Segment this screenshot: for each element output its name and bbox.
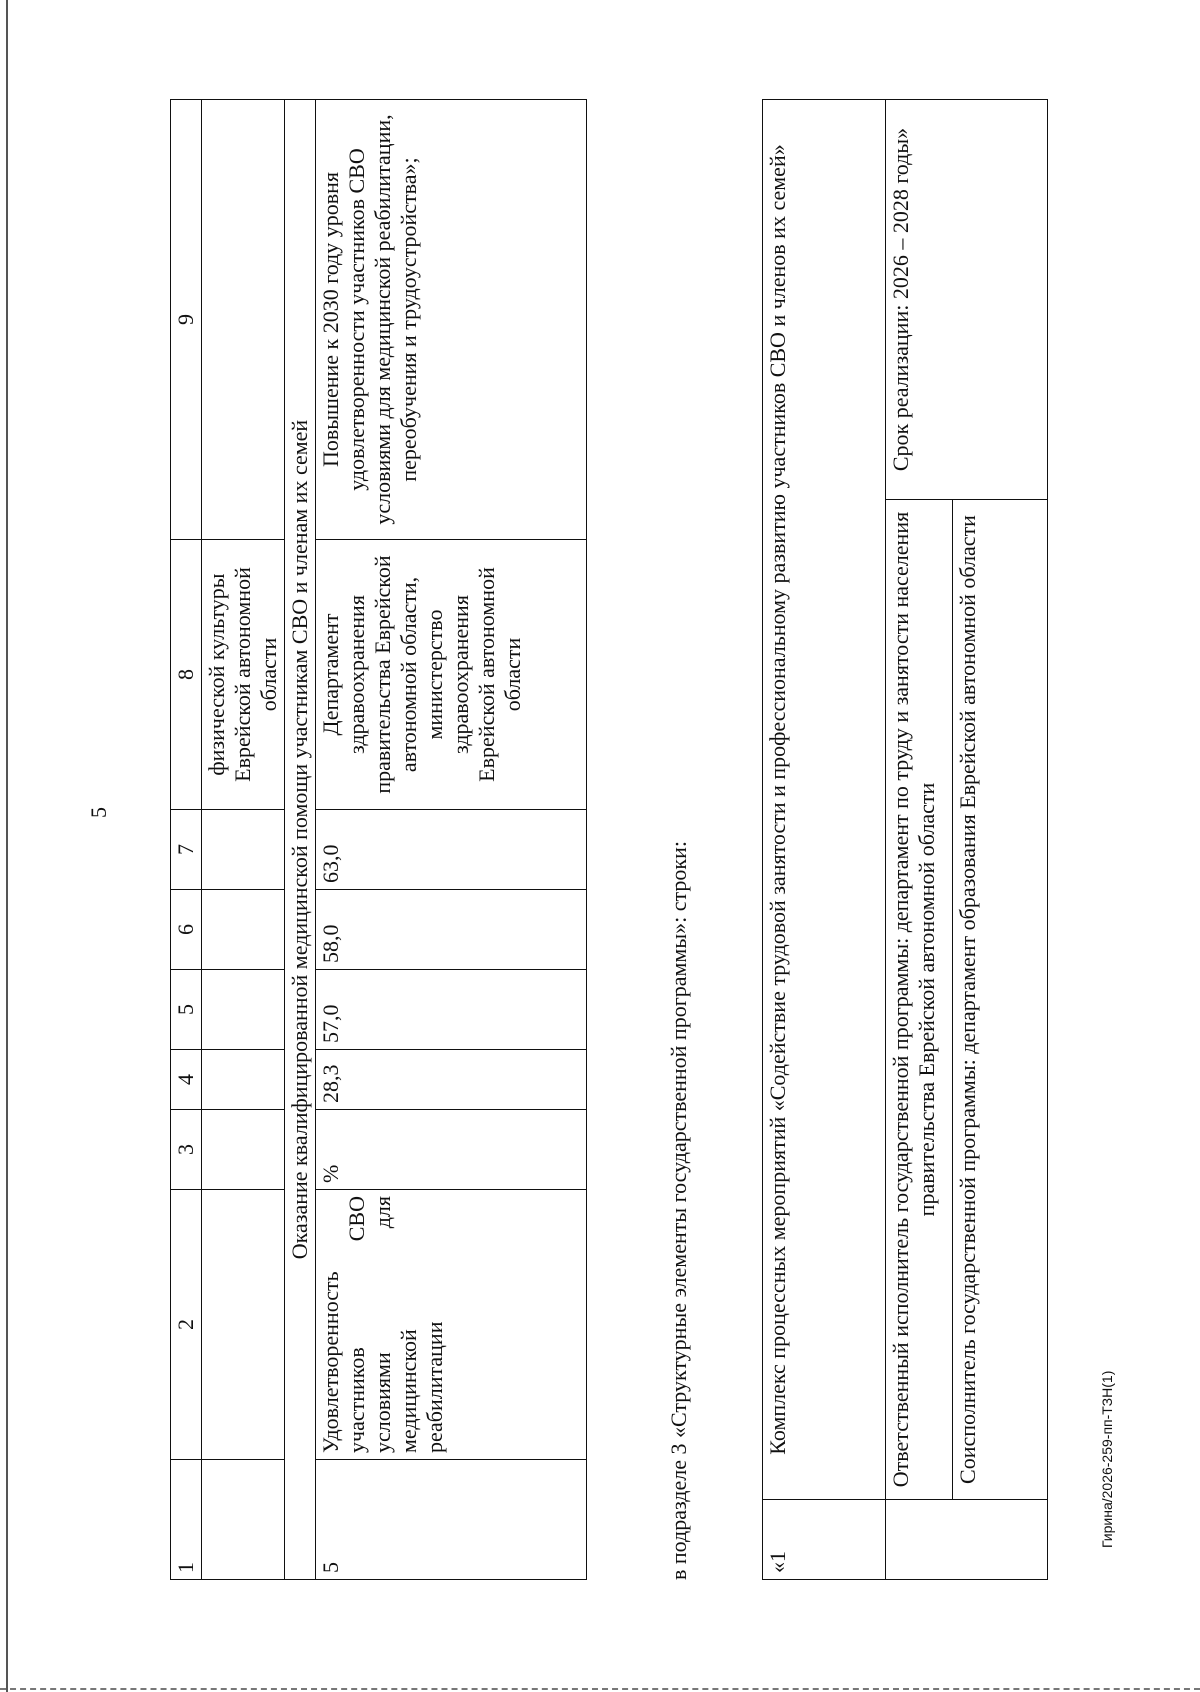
indicators-table (170, 99, 587, 1580)
header-cell: 5 (171, 970, 202, 1050)
header-cell: 9 (171, 100, 202, 540)
section-title: Оказание квалифицированной медицинской помощи участникам СВО и членам их семей (285, 100, 316, 1580)
unit-cell: % (316, 1110, 587, 1190)
value-cell: 58,0 (316, 890, 587, 970)
row-number: 5 (316, 1460, 587, 1580)
coexecutor: Соисполнитель государственной программы: департамент образования Еврейской автономной области (953, 500, 1048, 1500)
header-cell: 4 (171, 1050, 202, 1110)
value-cell: 28,3 (316, 1050, 587, 1110)
scan-edge-bottom (0, 1688, 1200, 1690)
complex-title: Комплекс процессных мероприятий «Содействие трудовой занятости и профессиональному развитию участников СВО и членов их семей» (763, 99, 886, 1499)
header-cell: 8 (171, 540, 202, 810)
responsible-row (886, 99, 953, 1579)
continuation-row (202, 100, 285, 1580)
section-row (285, 100, 316, 1580)
complex-row (763, 99, 886, 1579)
responsible-continuation: физической культуры Еврейской автономной области (202, 540, 285, 810)
rotated-sheet (170, 100, 1030, 1580)
intro-text: в подразделе 3 «Структурные элементы государственной программы»: строки: (666, 841, 691, 1580)
implementation-period: Срок реализации: 2026 – 2028 годы» (886, 99, 1048, 499)
header-cell: 1 (171, 1460, 202, 1580)
responsible-cell: Департамент здравоохранения правительства Еврейской автономной области, министерство здравоохранения Еврейской автономной области (316, 540, 587, 810)
row-number: «1 (763, 1500, 886, 1580)
responsible-executor: Ответственный исполнитель государственной программы: департамент по труду и занятости населения правительства Еврейской автономной области (886, 500, 953, 1500)
result-cell: Повышение к 2030 году уровня удовлетворенности участников СВО условиями для медицинской реабилитации, переобучения и трудоустройства»; (316, 100, 587, 540)
table-row (316, 100, 587, 1580)
value-cell: 57,0 (316, 970, 587, 1050)
scan-edge-left (6, 0, 8, 1692)
value-cell: 63,0 (316, 810, 587, 890)
structural-elements-table (762, 99, 1048, 1580)
header-cell: 6 (171, 890, 202, 970)
indicator-name: Удовлетворенность участников СВО условиями для медицинской реабилитации (316, 1190, 587, 1460)
header-cell: 7 (171, 810, 202, 890)
page-number: 5 (86, 807, 111, 818)
header-cell: 3 (171, 1110, 202, 1190)
header-cell: 2 (171, 1190, 202, 1460)
document-code: Гирина/2026-259-пп-ТЗН(1) (1099, 1370, 1115, 1548)
header-row (171, 100, 202, 1580)
